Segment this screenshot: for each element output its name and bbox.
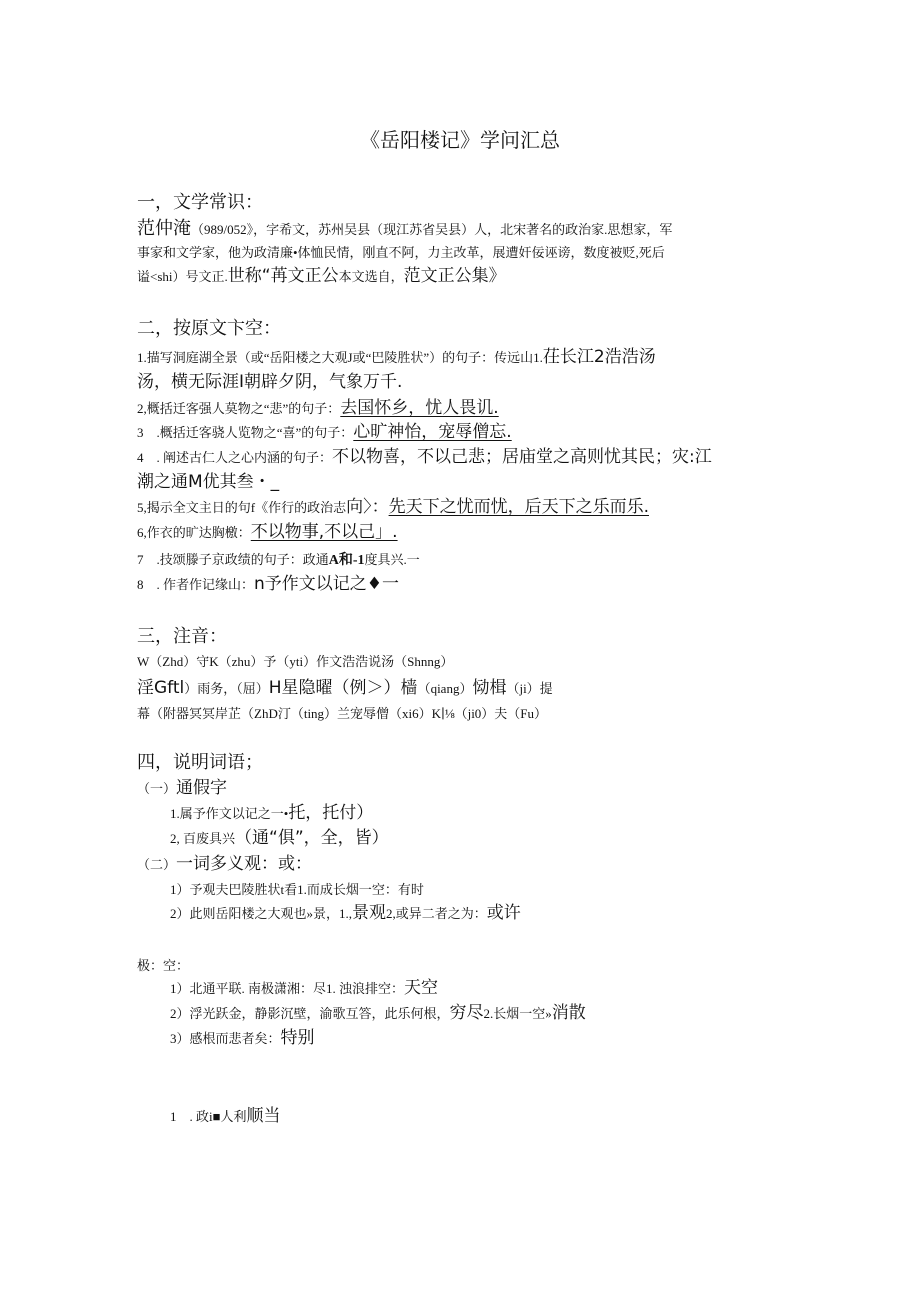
sec4-h2-c: 2,或异二者之为：: [386, 906, 487, 921]
sec2-q5-b: 向〉：: [346, 497, 389, 517]
sec4-h1: 1）予观夫巴陵胜状t看1.而成长烟一空：有时: [170, 882, 424, 897]
sec1-line-1: [137, 220, 672, 238]
sec4-j3-a: 3）感根而悲者矣：: [170, 1031, 281, 1046]
section-3-header: 三，注音：: [137, 626, 227, 647]
sec4-t1-a: 1.属予作文以记之一•: [170, 806, 289, 821]
sec4-h2-d: 或许: [486, 903, 521, 923]
sec2-q7: [137, 552, 420, 568]
sec4-j2-c: 2.长烟一空»: [483, 1006, 552, 1021]
page-title: 《岳阳楼记》学问汇总: [360, 128, 560, 152]
sec4-sub1: [137, 780, 227, 797]
sec4-j1-b: 天空: [404, 978, 439, 998]
sec2-q2: [137, 400, 499, 417]
sec4-h2-a: 2）此则岳阳楼之大观也»景，1.,: [170, 906, 353, 921]
sec3-line-3: 幕（附器冥冥岸芷（ZhD汀（ting）兰宠辱僧（xi6）K∣⅛（ji0）夫（Fu）: [137, 706, 548, 721]
sec3-line-2-a: 淫Gftl: [137, 678, 185, 698]
sec4-sub2: [137, 856, 312, 873]
sec2-q2-a: 2,概括迁客强人莫物之“悲”的句子：: [137, 401, 341, 416]
sec4-t1-b: 托，托付）: [288, 803, 374, 823]
sec3-line-1: W（Zhd）守K（zhu）予（yti）作文浩浩说汤（Shnng）: [137, 654, 454, 669]
sec4-ji-header: 极：空：: [137, 958, 190, 973]
sec4-t2-b: （通“俱”，全，皆）: [235, 828, 389, 848]
sec4-t2: [170, 830, 389, 847]
sec4-j3: [170, 1030, 315, 1047]
sec2-q8-a: 8 . 作者作记缘山：: [137, 577, 255, 592]
sec4-j1: [170, 980, 438, 997]
sec2-q4-b: 不以物喜，不以己悲；居庙堂之高则忧其民；灾:江: [332, 447, 712, 467]
sec4-last-a: 1 . 政i■人利: [170, 1109, 247, 1124]
sec2-q3-a: 3 .概括迁客骁人览物之“喜”的句子：: [137, 425, 354, 440]
sec2-q4-a: 4 . 阐述古仁人之心内涵的句子：: [137, 450, 333, 465]
sec1-line-1-text: （989/052》，字希文，苏州吴县（现江苏省吴县）人，北宋著名的政治家.思想家，军: [191, 222, 673, 237]
sec2-q4-cont: 潮之通M优其叁・_: [137, 472, 280, 492]
sec2-q8: [137, 576, 399, 593]
sec2-q7-b: A和-1: [328, 553, 365, 568]
sec4-h2: [170, 905, 521, 922]
section-4-header: 四，说明词语；: [137, 752, 263, 773]
sec4-last-b: 顺当: [246, 1106, 281, 1126]
author-name: 范仲淹: [137, 218, 191, 239]
sec2-q6-a: 6,作衣的旷达胸檄：: [137, 525, 251, 540]
sec4-j2-a: 2）浮光跃金，静影沉壁，渝歌互答，此乐何根，: [170, 1006, 450, 1021]
sec2-q1-cont: 汤，横无际涯I朝辟夕阴，气象万千.: [137, 372, 403, 392]
sec2-q5-c: 先天下之忧而忧，后天下之乐而乐.: [388, 497, 649, 517]
sec4-j3-b: 特别: [280, 1028, 315, 1048]
sec2-q6-b: 不以物事,不以己」.: [250, 522, 398, 542]
sec2-q3-b: 心旷神怡，宠辱僧忘.: [353, 422, 512, 442]
sec2-q1: [137, 349, 656, 366]
sec2-q2-b: 去国怀乡，忧人畏讥.: [340, 398, 499, 418]
sec2-q7-a: 7 .技颂滕子京政绩的句子：政通: [137, 552, 329, 567]
sec4-last: [170, 1108, 280, 1125]
sec4-sub2-a: （二）: [137, 857, 177, 872]
sec1-line-2: 事家和文学家，他为政清廉•体恤民情，刚直不阿，力主改革，展遭奸佞诬谤，数度被贬,死后: [137, 245, 665, 260]
sec3-line-2: [137, 680, 553, 697]
sec4-j1-a: 1）北通平联. 南极潇湘：尽1. 浊浪排空：: [170, 981, 405, 996]
sec2-q5: [137, 499, 649, 516]
sec1-line-3-b: 世称“苒文正公: [227, 266, 339, 286]
sec3-line-2-f: （ji）提: [506, 681, 553, 696]
sec4-sub1-a: （一）: [137, 781, 177, 796]
sec1-line-3-d: 范文正公集》: [403, 266, 506, 286]
sec3-line-2-c: H星隐曜（例＞）樯: [268, 678, 418, 698]
sec1-line-3-c: 本文选自，: [338, 269, 404, 284]
sec4-t2-a: 2, 百废具兴: [170, 831, 236, 846]
section-1-header: 一，文学常识：: [137, 192, 263, 213]
sec2-q1-a: 1.描写洞庭湖全景（或“岳阳楼之大观J或“巴陵胜状”）的句子：传远山1.: [137, 350, 543, 365]
sec1-line-3-a: 谥<shi）号文正.: [137, 269, 228, 284]
sec2-q8-b: n予作文以记之♦一: [254, 574, 400, 594]
sec3-line-2-b: ）雨务，（屈）: [184, 681, 269, 696]
sec1-line-3: [137, 268, 506, 285]
sec4-sub1-b: 通假字: [176, 778, 228, 798]
sec4-sub2-b: 一词多义观：或：: [176, 854, 313, 874]
sec2-q3: [137, 424, 512, 441]
sec4-j2-d: 消散: [551, 1003, 586, 1023]
section-2-header: 二，按原文卞空：: [137, 318, 281, 339]
sec2-q7-c: 度具兴.一: [364, 552, 420, 567]
sec3-line-2-e: 恸楫: [472, 678, 507, 698]
sec4-j2-b: 穷尽: [449, 1003, 484, 1023]
sec2-q4: [137, 449, 712, 466]
sec2-q5-a: 5,揭示全文主日的句f《作行的政治志: [137, 500, 347, 515]
sec3-line-2-d: （qiang）: [417, 681, 473, 696]
sec4-j2: [170, 1005, 586, 1022]
sec4-h2-b: 景观: [352, 903, 387, 923]
sec2-q1-b: 茌长江2浩浩汤: [542, 347, 656, 367]
sec4-t1: [170, 805, 373, 822]
sec2-q6: [137, 524, 398, 541]
